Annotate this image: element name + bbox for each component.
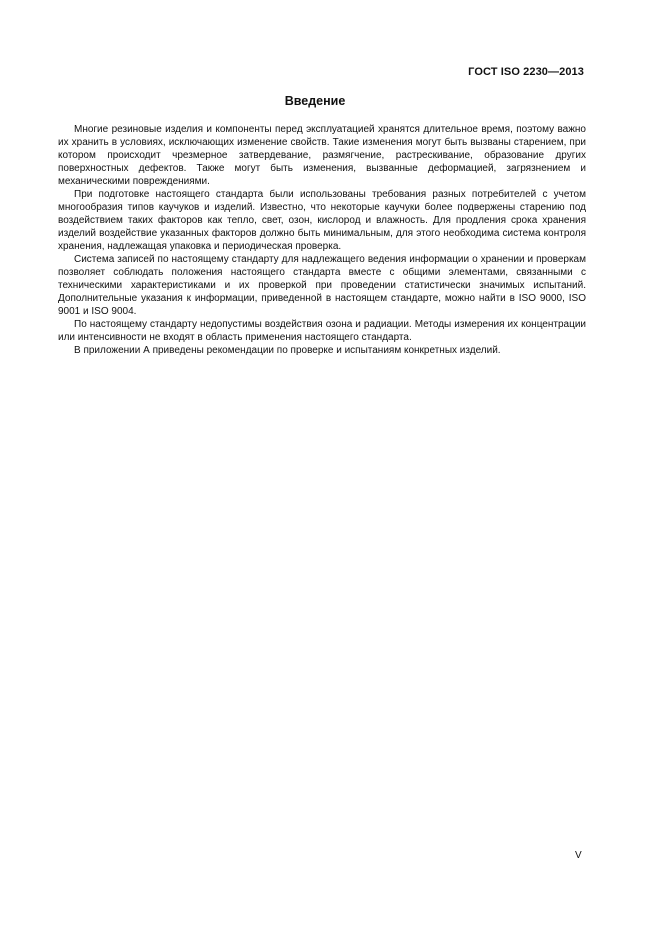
- document-body: [58, 123, 586, 357]
- paragraph-4: По настоящему стандарту недопустимы воздействия озона и радиации. Методы измерения их концентрации или интенсивности не входят в область применения настоящего стандарта.: [58, 319, 586, 343]
- page-number: V: [575, 850, 582, 861]
- document-code: ГОСТ ISO 2230—2013: [468, 66, 584, 78]
- paragraph-1: Многие резиновые изделия и компоненты перед эксплуатацией хранятся длительное время, поэтому важно их хранить в условиях, исключающих изменение свойств. Такие изменения могут быть вызваны старением, при котором происходит чрезмерное затвердевание, размягчение, растрескивание, образование других поверхностных дефектов. Также могут быть изменения, вызванные деформацией, загрязнением и механическими повреждениями.: [58, 124, 586, 187]
- section-title: Введение: [284, 94, 346, 108]
- paragraph-3: Система записей по настоящему стандарту для надлежащего ведения информации о хранении и проверкам позволяет соблюдать положения настоящего стандарта вместе с общими элементами, связанными с техническими характеристиками и их проверкой при проведении статистически значимых испытаний. Дополнительные указания к информации, приведенной в настоящем стандарте, можно найти в ISO 9000, ISO 9001 и ISO 9004.: [58, 254, 586, 317]
- paragraph-2: При подготовке настоящего стандарта были использованы требования разных потребителей с учетом многообразия типов каучуков и изделий. Известно, что некоторые каучуки более подвержены старению под воздействием таких факторов как тепло, свет, озон, кислород и влажность. Для продления срока хранения изделий воздействие указанных факторов должно быть минимальным, для этого необходима система контроля хранения, надлежащая упаковка и периодическая проверка.: [58, 189, 586, 252]
- paragraph-5: В приложении А приведены рекомендации по проверке и испытаниям конкретных изделий.: [74, 345, 501, 356]
